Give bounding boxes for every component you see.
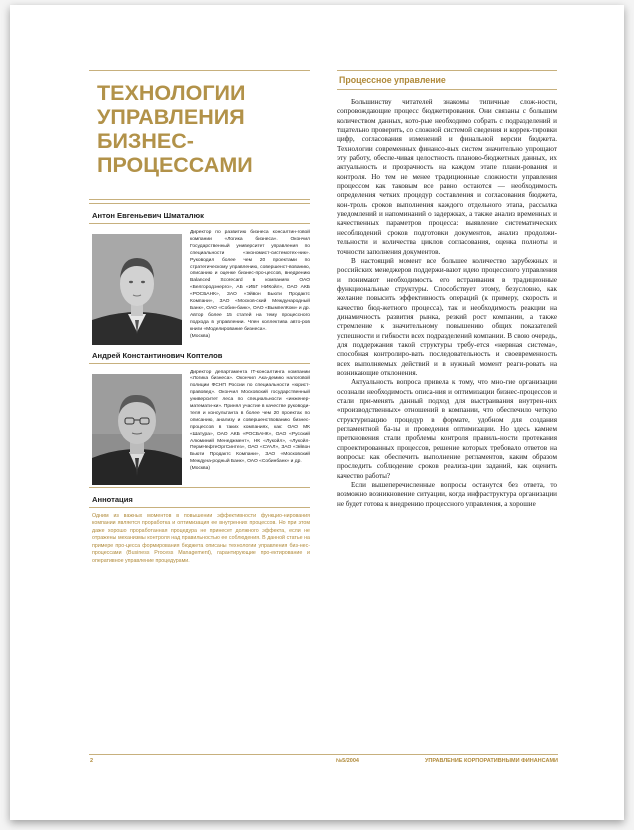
author-bio-text: Директор по развитию бизнеса консалтин-говой компании «Логика бизнеса». Окончил Государственный университет управления по специальности «экономист-системотех-ник». Руководил более чем 20 проектами по стратегическому управлению, совершенст-вованию, описанию и оценке бизнес-про-цессов, внедрению Balanced Scorecard в компаниях ОАО «Белгородэнерго», АБ «ИБГ НИКойл», ОАО АКБ «РОСБАНК», ЗАО «Эйвон Бьюти Продактс Компани», ЗАО «Москов-ский Международный Банк», ОАО «Собин-банк», ОАО «ВымпелКом» и др. Автор более 15 статей на тему процессного подхода в управлении. Член коллектива авто-ров книги «Моделирование бизнеса». — [190, 230, 310, 332]
top-rule — [337, 70, 557, 71]
body-paragraph: Большинству читателей знакомы типичные слож-ности, сопровождающие процесс бюджетирования. Они связаны с большим количеством данных, кото-рые необходимо собрать с подразделений и тщательно проверить, со сложной системой сведения и коррек-тировки цифр, согласования изменений и финальной версии бюджета. Технологии современных финансо-вых систем значительно упрощают эту работу, обеспе-чивая целостность планово-бюджетных данных, их актуальность и прозрачность на каждом этапе плани-рования и контроля. Но тем не менее традиционные сложности управления процессом как таковым все равно остаются — необходимость определения четких процедур составления и согласования бюджета, кон-троль сроков выполнения каждого отдельного этапа, рассылка уведомлений и напоминаний о задержках, а также анализ временных и качественных параметров процесса: выявление систематических несоблюдений сроков подготовки документов, анализ продолжи-тельности и количества циклов согласования, оценка полноты и точности заполнения документов. — [337, 98, 557, 256]
left-column — [89, 70, 310, 566]
section-heading: Процессное управление — [339, 75, 446, 85]
body-paragraph: Если вышеперечисленные вопросы останутся без ответа, то возможно возникновение ситуации, когда инфраструктура организации не будет готова к внедрению процессного управления, а хорошие — [337, 481, 557, 508]
title-rule — [89, 199, 310, 200]
body-paragraph: В настоящий момент все большее количество зарубежных и российских менеджеров поддержи-вают идею процессного управления и понимают необходимость его встраивания в традиционные функциональные структуры. Способствует этому, безусловно, как желание повысить эффективность операций (к примеру, скорость и качество бюд-жетного процесса), так и необходимость реакции на динамичность развития рынка, резкий рост компании, а также стремление к значительному повышению общих показателей успешности и гибкости всех подразделений компании. В свою очередь, для поддержания такой структуры требу-ется «нервная система», способная контролиро-вать последовательность и своевременность всех выполняемых действий и в нужный момент реаги-ровать на возникающие отклонения. — [337, 256, 557, 377]
journal-name: УПРАВЛЕНИЕ КОРПОРАТИВНЫМИ ФИНАНСАМИ — [424, 758, 558, 764]
title-line: БИЗНЕС- — [97, 129, 194, 153]
body-paragraph: Актуальность вопроса привела к тому, что мно-гие организации осознали необходимость описа-ния и оптимизации бизнес-процессов и стали при-менять данный подход для выстраивания внутрен-них «производственных» отношений в компании, что обеспечило четкую структуризацию процедур в формате, удобном для создания регламентной ба-зы и проведения оптимизации. Но здесь камнем преткновения стали проблемы контроля правиль-ности протекания спроектированных процессов, решение которых требовало ответов на вопросы: как обеспечить выполнение регламентов, каким образом проследить соблюдение сроков реализа-ции заданий, как оценить качество работы? — [337, 378, 557, 480]
right-column — [337, 70, 557, 509]
annotation-top-rule — [89, 487, 310, 488]
author-photo-shmatalyuk — [92, 234, 182, 345]
author-bio — [89, 230, 310, 341]
author-city: (Москва) — [190, 333, 210, 339]
title-line: УПРАВЛЕНИЯ — [97, 105, 245, 129]
page-number: 2 — [90, 758, 94, 764]
title-line: ПРОЦЕССАМИ — [97, 153, 253, 177]
title-line: ТЕХНОЛОГИИ — [97, 81, 246, 105]
annotation-text: Одним из важных моментов в повышении эффективности функцио-нирования компании является проработка и оптимизация ее внутренних процессов. Но при этом даже хорошо проработанная процедура не принесет должного эффекта, если не отражены механизмы контроля над правильностью ее соблюдения. В данной статье на примере про-цесса формирования бюджета описаны технологии управления биз-нес-процессами (Business Process Management), гарантирующие про-ектирование и оперативное управление процедурами. — [92, 512, 310, 565]
author-name: Андрей Константинович Коптелов — [92, 350, 223, 360]
title-rule-second — [89, 203, 310, 204]
author-bio — [89, 370, 310, 474]
section-rule — [337, 89, 557, 90]
top-rule — [89, 70, 310, 71]
author-rule — [89, 363, 310, 364]
author-city: (Москва) — [190, 466, 210, 472]
issue-number: №5/2004 — [336, 758, 359, 764]
author-photo-koptelov — [92, 374, 182, 485]
author-rule — [89, 223, 310, 224]
article-title — [97, 81, 310, 177]
annotation-rule — [89, 507, 310, 508]
article-body — [337, 98, 557, 509]
annotation-heading: Аннотация — [92, 494, 133, 504]
journal-page — [10, 5, 624, 820]
page-footer — [89, 754, 558, 765]
author-name: Антон Евгеньевич Шматалюк — [92, 211, 204, 220]
author-bio-text: Директор департамента IT-консалтинга компании «Логика бизнеса». Окончил Ака-демию налоговой полиции ФСНП России по специальности «юрист-правовед». Окончил Московский государственный университет леса по специальности «инженер-математи-ки». Принял участие в качестве руководи-теля и консультанта в более чем 20 проектах по описанию, анализу и совершенствованию бизнес-процессов в таких компаниях, как: ОАО МК «Шатура», ОАО АКБ «РОСБАНК», ОАО «Русский Алюминий Менеджмент», НК «Лукойл», «Лукойл-ПермНефтеОргСинтез», ОАО «СУАЛ», ЗАО «Эйвон Бьюти Продактс Компани», ЗАО «Московский Междуна-родный Банк», ОАО «Собинбанк» и др. — [190, 369, 310, 465]
